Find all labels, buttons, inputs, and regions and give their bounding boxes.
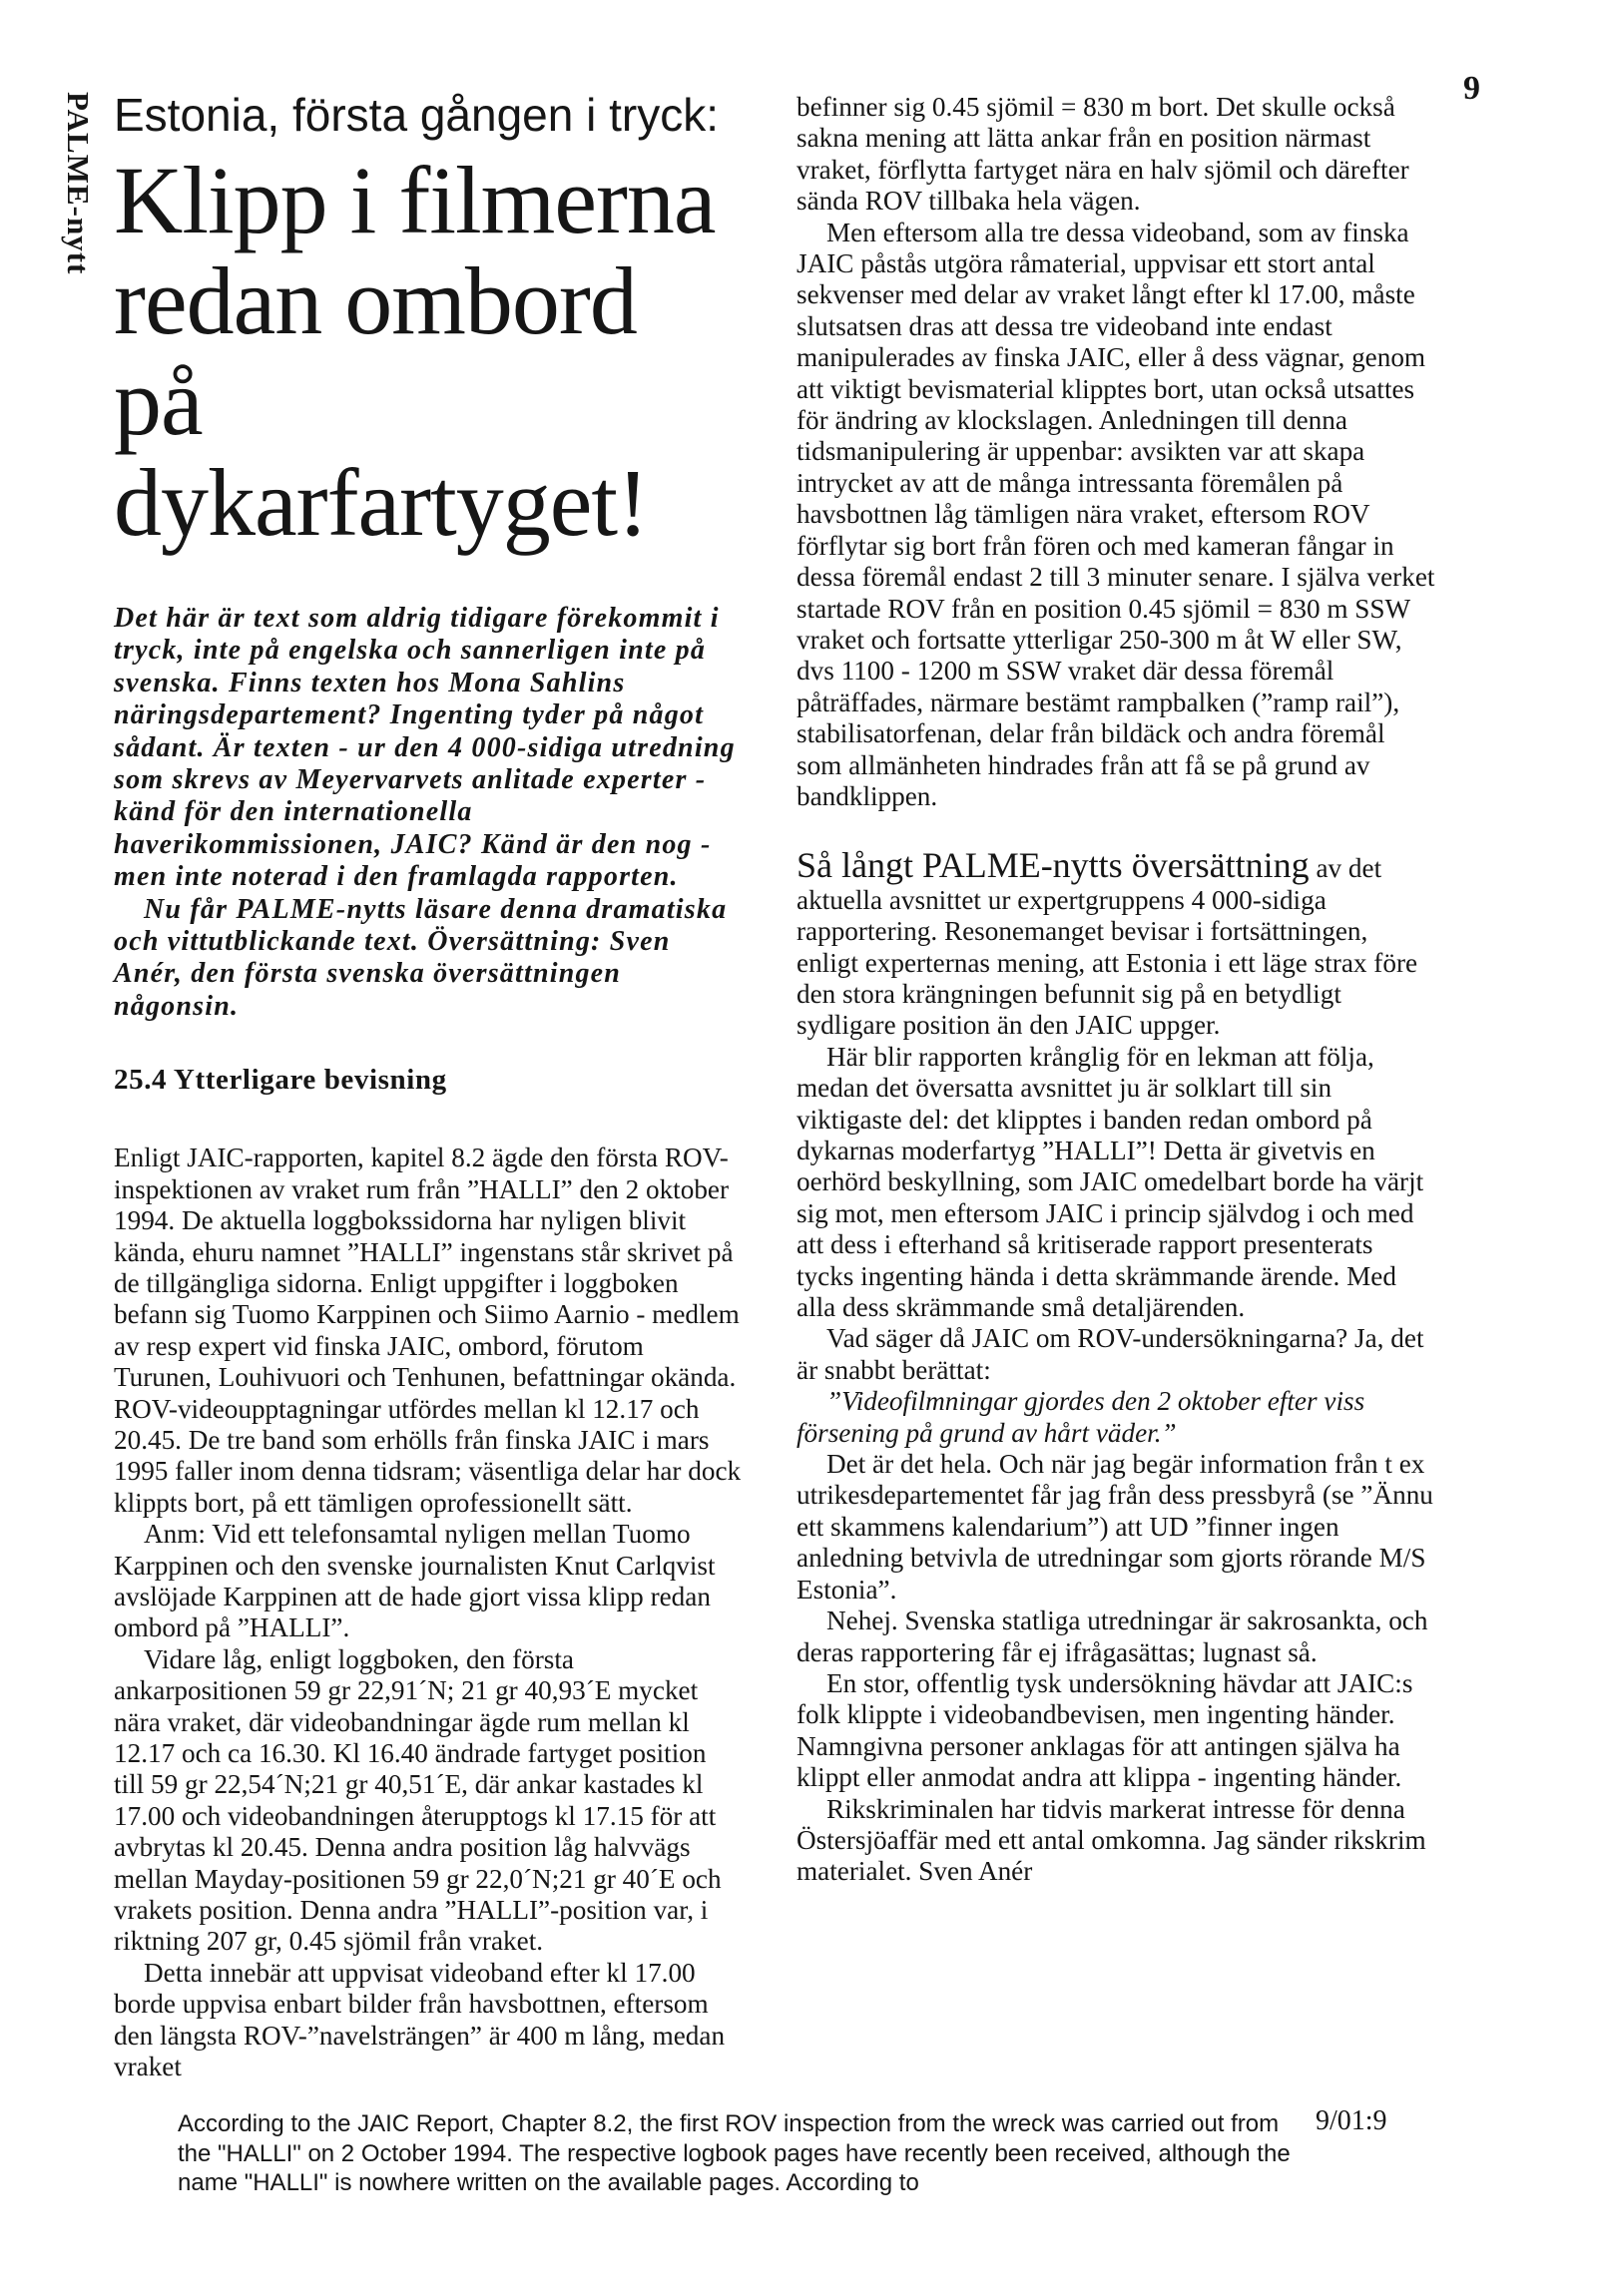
body-paragraph: Rikskriminalen har tidvis markerat intresse för denna Östersjöaffär med ett antal omkomna. Jag sänder rikskrim materialet. Sven Anér — [797, 1793, 1426, 1887]
commentary-lead-rest: av det aktuella avsnittet ur expertgruppens 4 000-sidiga rapportering. Resonemanget bevisar i fortsättningen, enligt experternas mening, att Estonia i ett läge strax före den stora krängningen befunnit sig på en betydligt sydligare position än den JAIC uppger. — [797, 853, 1418, 1041]
body-paragraph: Nehej. Svenska statliga utredningar är sakrosankta, och deras rapportering får ej ifrågasättas; lugnast så. — [797, 1606, 1428, 1667]
publication-name: PALME-nytt — [61, 92, 96, 275]
body-paragraph: Men eftersom alla tre dessa videoband, som av finska JAIC påstås utgöra råmaterial, uppvisar ett stort antal sekvenser med delar av vraket långt efter kl 17.00, måste slutsatsen dras att dessa tre videoband inte endast manipulerades av finska JAIC, eller å dess vägnar, genom att viktigt bevismaterial klipptes bort, utan också utsattes för ändring av klockslagen. Anledningen till denna tidsmanipulering är uppenbar: avsikten var att skapa intrycket av att de många intressanta föremålen på havsbottnen låg tämligen nära vraket, eftersom ROV förflytar sig bort från fören och med kameran fångar in dessa föremål endast 2 till 3 minuter senare. I själva verket startade ROV från en position 0.45 sjömil = 830 m SSW vraket och fortsatte ytterligar 250-300 m åt W eller SW, dvs 1100 - 1200 m SSW vraket där dessa föremål påträffades, närmare bestämt rampbalken (”ramp rail”), stabilisatorfenan, delar från bildäck och andra föremål som allmänheten hindrades från att få se på grund av bandklippen. — [797, 217, 1435, 811]
body-paragraph: Detta innebär att uppvisat videoband efter kl 17.00 borde uppvisa enbart bilder från havsbottnen, eftersom den längsta ROV-”navelsträngen” är 400 m lång, medan vraket — [114, 1957, 726, 2082]
page-number: 9 — [1463, 70, 1480, 107]
right-column — [797, 92, 1435, 1888]
page-code: 9/01:9 — [1316, 2105, 1387, 2136]
section-heading: 25.4 Ytterligare bevisning — [114, 1064, 447, 1097]
commentary-lead: Så långt PALME-nytts översättning — [797, 845, 1310, 886]
intro-paragraph: Det här är text som aldrig tidigare förekommit i tryck, inte på engelska och sannerligen inte på svenska. Finns texten hos Mona Sahlins näringsdepartement? Ingenting tyder på något sådant. Är texten - ur den 4 000-sidiga utredning som skrevs av Meyervarvets anlitade experter - känd för den internationella haverikommissionen, JAIC? Känd är den nog - men inte noterad i den framlagda rapporten. — [114, 603, 736, 893]
headline-line-1: Klipp i filmerna — [114, 147, 716, 253]
headline-line-2: redan ombord på — [114, 247, 637, 455]
body-paragraph: Det är det hela. Och när jag begär information från t ex utrikesdepartementet får jag från dess pressbyrå (se ”Ännu ett skammens kalendarium”) att UD ”finner ingen anledning betvivla de utredningar som gjorts rörande M/S Estonia”. — [797, 1449, 1433, 1605]
body-paragraph: Vad säger då JAIC om ROV-undersökningarna? Ja, det är snabbt berättat: — [797, 1323, 1424, 1385]
intro-paragraph: Nu får PALME-nytts läsare denna dramatiska och vittutblickande text. Översättning: Sven Anér, den första svenska översättningen någonsin. — [114, 893, 728, 1022]
headline-line-3: dykarfartyget! — [114, 449, 649, 556]
commentary-section — [797, 845, 1435, 1887]
body-paragraph: Vidare låg, enligt loggboken, den första ankarpositionen 59 gr 22,91´N; 21 gr 40,93´E mycket nära vraket, där videobandningar ägde rum mellan kl 12.17 och ca 16.30. Kl 16.40 ändrade fartyget position till 59 gr 22,54´N;21 gr 40,51´E, där ankar kastades kl 17.00 och videobandningen återupptogs kl 17.15 för att avbrytas kl 20.45. Denna andra position låg halvvägs mellan Mayday-positionen 59 gr 22,0´N;21 gr 40´E och vrakets position. Denna andra ”HALLI”-position var, i riktning 207 gr, 0.45 sjömil från vraket. — [114, 1643, 722, 1957]
article-kicker: Estonia, första gången i tryck: — [114, 89, 719, 141]
commentary-lead-paragraph — [797, 845, 1435, 1041]
body-paragraph: Här blir rapporten krånglig för en lekman att följa, medan det översatta avsnittet ju är solklart till sin viktigaste del: det klipptes i banden redan ombord på dykarnas moderfartyg ”HALLI”! Detta är givetvis en oerhörd beskyllning, som JAIC omedelbart borde ha värjt sig mot, men eftersom JAIC i princip självdog i och med att dess i efterhand så kritiserade rapport presenterats tycks ingenting hända i detta skrämmande ärende. Med alla dess skrämmande små detaljärenden. — [797, 1041, 1424, 1323]
left-column — [114, 86, 743, 2082]
article-intro — [114, 603, 743, 1023]
body-paragraph: En stor, offentlig tysk undersökning hävdar att JAIC:s folk klippte i videobandbevisen, men ingenting händer. Namngivna personer anklagas för att antingen själva ha klippt eller anmodat andra att klippa - ingenting händer. — [797, 1667, 1413, 1793]
article-headline — [114, 147, 743, 556]
jaic-quote: ”Videofilmningar gjordes den 2 oktober efter viss försening på grund av hårt väder.” — [797, 1386, 1365, 1448]
publication-sidebar — [58, 92, 98, 351]
body-paragraph: Enligt JAIC-rapporten, kapitel 8.2 ägde den första ROV-inspektionen av vraket rum från ”HALLI” den 2 oktober 1994. De aktuella loggbokssidorna har nyligen blivit kända, ehuru namnet ”HALLI” ingenstans står skrivet på de tillgängliga sidorna. Enligt uppgifter i loggboken befann sig Tuomo Karppinen och Siimo Aarnio - medlem av resp expert vid finska JAIC, ombord, förutom Turunen, Louhivuori och Tenhunen, befattningar okända. ROV-videoupptagningar utfördes mellan kl 12.17 och 20.45. De tre band som erhölls från finska JAIC i mars 1995 faller inom denna tidsram; väsentliga delar har dock klippts bort, på ett tämligen oprofessionellt sätt. — [114, 1143, 742, 1518]
body-paragraph: Anm: Vid ett telefonsamtal nyligen mellan Tuomo Karppinen och den svenske journalisten Knut Carlqvist avslöjade Karppinen att de hade gjort vissa klipp redan ombord på ”HALLI”. — [114, 1519, 716, 1643]
body-paragraph: befinner sig 0.45 sjömil = 830 m bort. Det skulle också sakna mening att lätta ankar från en position närmast vraket, förflytta fartyget nära en halv sjömil och därefter sända ROV tillbaka hela vägen. — [797, 92, 1409, 217]
english-translation-footer: According to the JAIC Report, Chapter 8.2, the first ROV inspection from the wreck was carried out from the "HALLI" on 2 October 1994. The respective logbook pages have recently been received, although the name "HALLI" is nowhere written on the available pages. According to — [178, 2110, 1291, 2196]
